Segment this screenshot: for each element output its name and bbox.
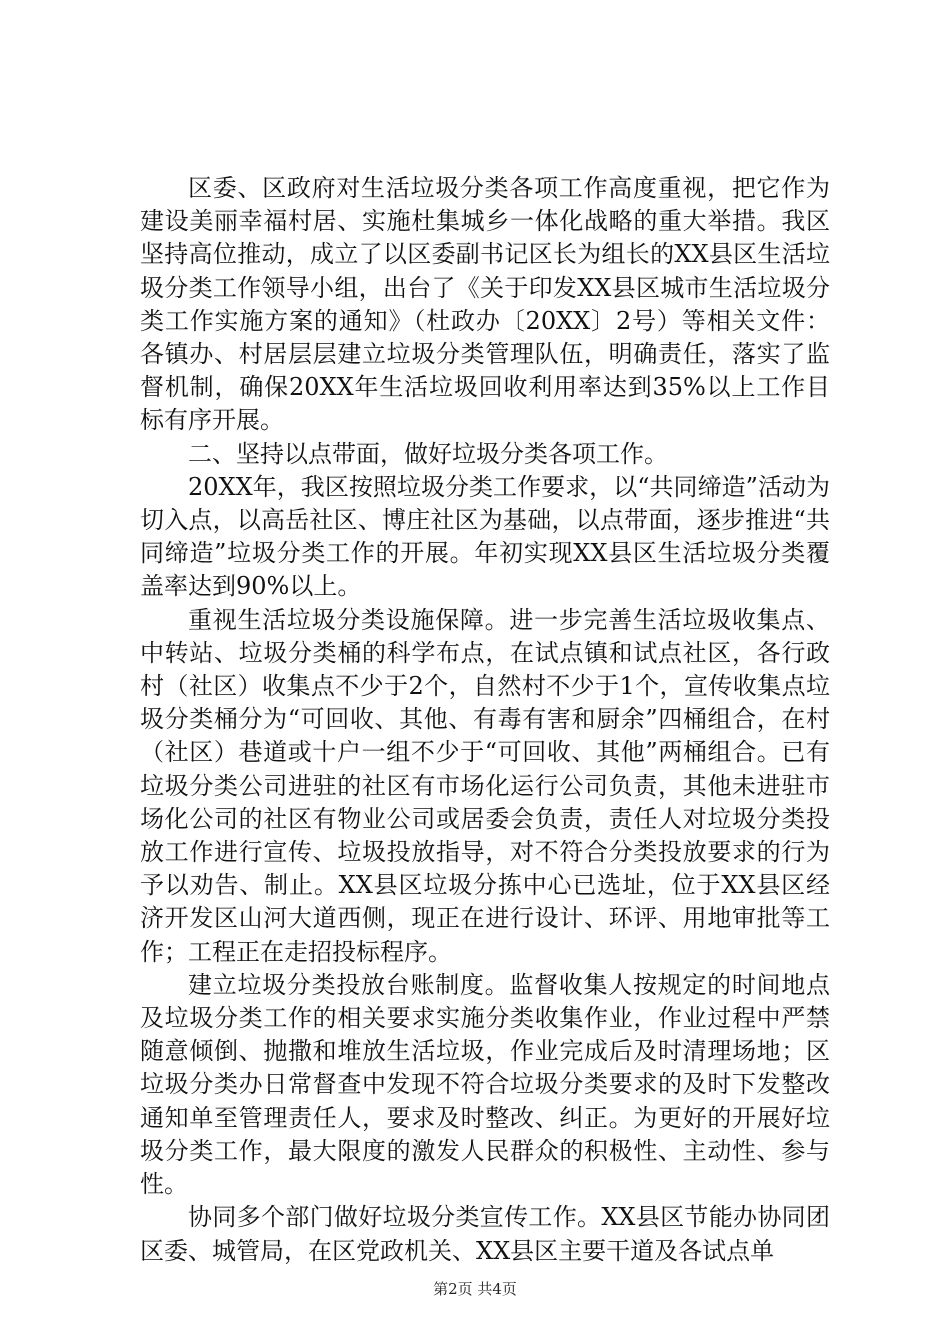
page-footer: 第2页 共4页 — [433, 1280, 517, 1298]
paragraph-policy-overview: 区委、区政府对生活垃圾分类各项工作高度重视，把它作为建设美丽幸福村居、实施杜集城乡一体化战略的重大举措。我区坚持高位推动，成立了以区委副书记区长为组长的XX县区生活垃圾分类工作领导小组，出台了《关于印发XX县区城市生活垃圾分类工作实施方案的通知》（杜政办〔20XX〕2号）等相关文件：各镇办、村居层层建立垃圾分类管理队伍，明确责任，落实了监督机制，确保20XX年生活垃圾回收利用率达到35%以上工作目标有序开展。 — [140, 174, 830, 435]
document-body — [140, 172, 830, 1268]
paragraph-facility-support: 重视生活垃圾分类设施保障。进一步完善生活垃圾收集点、中转站、垃圾分类桶的科学布点，在试点镇和试点社区，各行政村（社区）收集点不少于2个，自然村不少于1个，宣传收集点垃圾分类桶分为“可回收、其他、有毒有害和厨余”四桶组合，在村（社区）巷道或十户一组不少于“可回收、其他”两桶组合。已有垃圾分类公司进驻的社区有市场化运行公司负责，其他未进驻市场化公司的社区有物业公司或居委会负责，责任人对垃圾分类投放工作进行宣传、垃圾投放指导，对不符合分类投放要求的行为予以劝告、制止。XX县区垃圾分拣中心已选址，位于XX县区经济开发区山河大道西侧，现正在进行设计、环评、用地审批等工作；工程正在走招投标程序。 — [140, 605, 830, 966]
paragraph-publicity-work: 协同多个部门做好垃圾分类宣传工作。XX县区节能办协同团区委、城管局，在区党政机关、XX县区主要干道及各试点单 — [140, 1203, 830, 1265]
paragraph-ledger-system: 建立垃圾分类投放台账制度。监督收集人按规定的时间地点及垃圾分类工作的相关要求实施分类收集作业，作业过程中严禁随意倾倒、抛撒和堆放生活垃圾，作业完成后及时清理场地；区垃圾分类办日常督查中发现不符合垃圾分类要求的及时下发整改通知单至管理责任人，要求及时整改、纠正。为更好的开展好垃圾分类工作，最大限度的激发人民群众的积极性、主动性、参与性。 — [140, 970, 830, 1199]
section-heading-two: 二、坚持以点带面，做好垃圾分类各项工作。 — [188, 439, 668, 468]
paragraph-pilot-communities: 20XX年，我区按照垃圾分类工作要求，以“共同缔造”活动为切入点，以高岳社区、博庄社区为基础，以点带面，逐步推进“共同缔造”垃圾分类工作的开展。年初实现XX县区生活垃圾分类覆盖率达到90%以上。 — [140, 472, 830, 601]
